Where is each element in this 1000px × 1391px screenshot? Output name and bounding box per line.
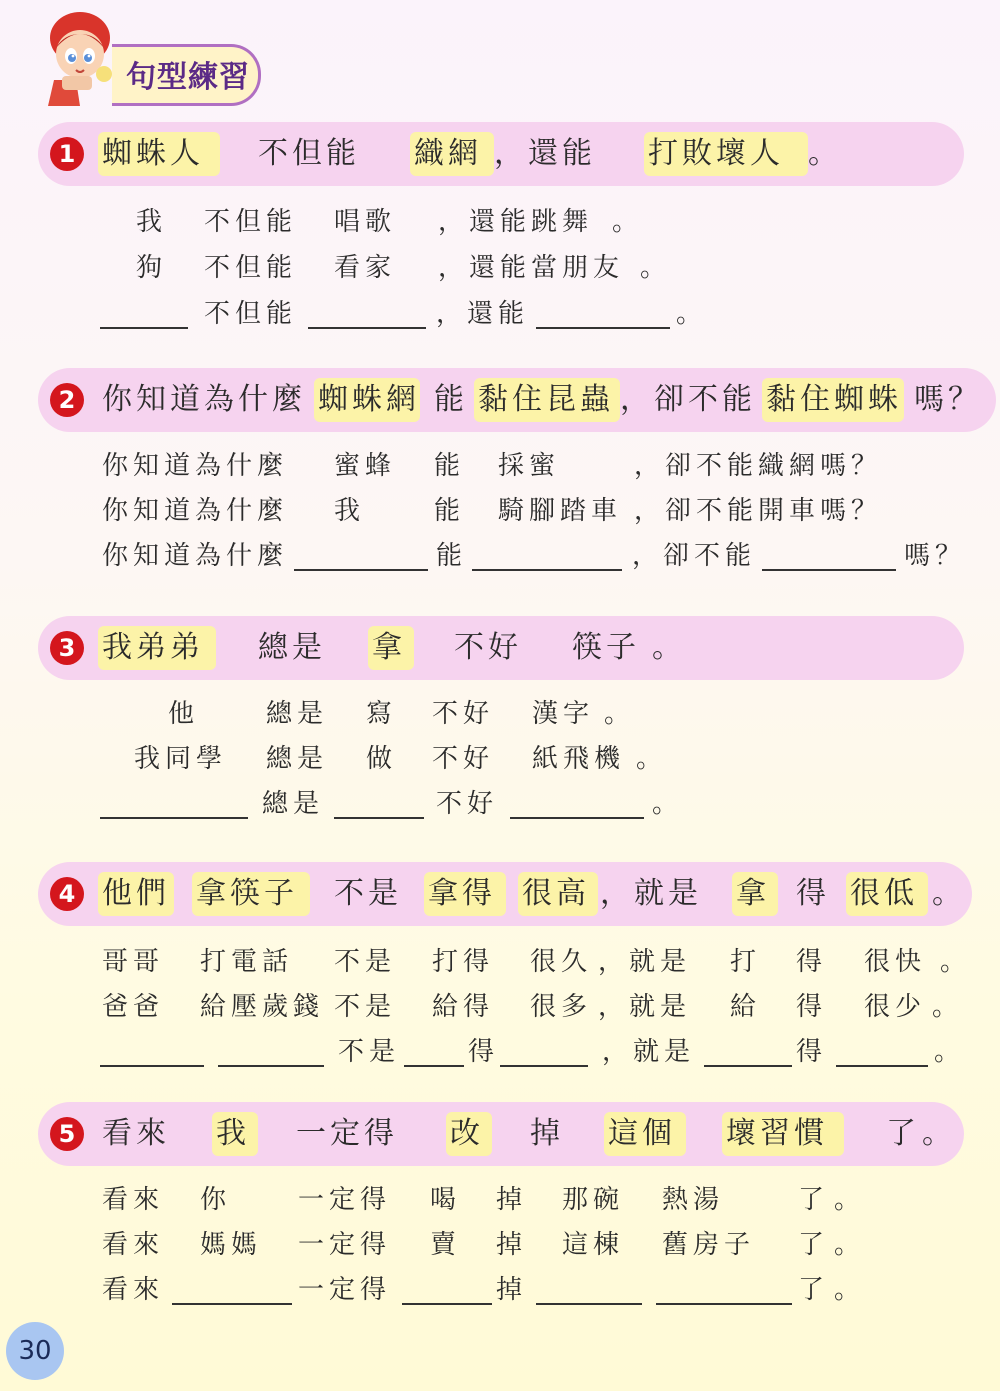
example-word: 一定得 xyxy=(298,1230,392,1260)
section-2-heading-word: 黏住昆蟲 xyxy=(478,382,614,417)
answer-blank[interactable] xyxy=(762,569,896,571)
example-word: ，還能跳舞 xyxy=(438,207,594,237)
practice-word: 能 xyxy=(436,541,468,571)
example-word: 做 xyxy=(366,744,398,774)
answer-blank[interactable] xyxy=(100,817,248,819)
section-2-heading-word: 黏住蜘蛛 xyxy=(766,382,902,417)
example-word: 採蜜 xyxy=(498,451,561,481)
section-5-heading-word: 壞習慣 xyxy=(726,1116,828,1151)
answer-blank[interactable] xyxy=(536,1303,642,1305)
section-2-heading-text: ，卻不能 xyxy=(620,382,756,417)
section-1-heading-subject: 蜘蛛人 xyxy=(102,136,204,171)
answer-blank[interactable] xyxy=(172,1303,292,1305)
section-4-number: 4 xyxy=(50,877,84,911)
example-word: 熱湯 xyxy=(662,1185,725,1215)
example-word: 打 xyxy=(730,947,762,977)
example-word: 你 xyxy=(200,1185,232,1215)
answer-blank[interactable] xyxy=(402,1303,492,1305)
practice-word: 不但能 xyxy=(204,299,298,329)
example-word: 了 xyxy=(798,1230,830,1260)
example-word: 給得 xyxy=(432,992,495,1022)
example-word: 媽媽 xyxy=(200,1230,263,1260)
example-word: 不是 xyxy=(334,947,397,977)
section-5-heading-word: 這個 xyxy=(608,1116,676,1151)
section-4-heading-word: 拿得 xyxy=(428,876,496,911)
example-word: 掉 xyxy=(496,1185,528,1215)
practice-word: ，還能 xyxy=(436,299,530,329)
example-word: 掉 xyxy=(496,1230,528,1260)
section-5-heading-text: 。 xyxy=(922,1116,956,1151)
example-word: 打得 xyxy=(432,947,495,977)
practice-word: 總是 xyxy=(262,789,325,819)
example-word: 總是 xyxy=(266,699,329,729)
practice-word: 不好 xyxy=(436,789,499,819)
example-word: ，卻不能織網嗎？ xyxy=(634,451,883,481)
practice-word: 得 xyxy=(796,1037,828,1067)
example-word: 看家 xyxy=(334,253,397,283)
section-4-heading-text: ，就是 xyxy=(600,876,702,911)
section-3-number: 3 xyxy=(50,631,84,665)
example-word: 我 xyxy=(334,496,366,526)
example-word: 蜜蜂 xyxy=(334,451,397,481)
answer-blank[interactable] xyxy=(836,1065,928,1067)
answer-blank[interactable] xyxy=(656,1303,792,1305)
section-4-heading-word: 很高 xyxy=(522,876,590,911)
example-word: 他 xyxy=(168,699,200,729)
practice-word: 得 xyxy=(468,1037,500,1067)
example-word: 得 xyxy=(796,992,828,1022)
answer-blank[interactable] xyxy=(294,569,428,571)
section-4-heading-word: 很低 xyxy=(850,876,918,911)
answer-blank[interactable] xyxy=(308,327,426,329)
section-1-number: 1 xyxy=(50,137,84,171)
section-1-heading-word: 打敗壞人 xyxy=(648,136,784,171)
example-word: 。 xyxy=(604,699,636,729)
example-word: 給 xyxy=(730,992,762,1022)
practice-word: 了 xyxy=(798,1275,830,1305)
section-1-heading-text: 。 xyxy=(808,136,842,171)
practice-word: 你知道為什麼 xyxy=(102,541,289,571)
answer-blank[interactable] xyxy=(100,327,188,329)
example-word: ，卻不能開車嗎？ xyxy=(634,496,883,526)
example-word: 看來 xyxy=(102,1230,165,1260)
example-word: 賣 xyxy=(430,1230,462,1260)
answer-blank[interactable] xyxy=(218,1065,324,1067)
section-3-heading-text: 。 xyxy=(652,630,686,665)
example-word: 。 xyxy=(940,947,972,977)
section-3-heading-text: 筷子 xyxy=(572,630,640,665)
section-2-heading-word: 蜘蛛網 xyxy=(318,382,420,417)
section-4-heading-text: 不是 xyxy=(334,876,402,911)
practice-word: 一定得 xyxy=(298,1275,392,1305)
example-word: 。 xyxy=(636,744,668,774)
section-5-heading-text: 一定得 xyxy=(296,1116,398,1151)
example-word: 不但能 xyxy=(204,207,298,237)
example-word: 。 xyxy=(612,207,644,237)
section-5-heading-text: 掉 xyxy=(530,1116,564,1151)
page-number: 30 xyxy=(6,1322,64,1380)
example-word: 。 xyxy=(834,1185,866,1215)
section-4-heading-text: 得 xyxy=(796,876,830,911)
section-5-heading-word: 我 xyxy=(216,1116,250,1151)
example-word: 唱歌 xyxy=(334,207,397,237)
section-3-heading-text: 不好 xyxy=(454,630,522,665)
section-5-heading-text: 了 xyxy=(886,1116,920,1151)
practice-word: 掉 xyxy=(496,1275,528,1305)
answer-blank[interactable] xyxy=(500,1065,588,1067)
example-word: 漢字 xyxy=(532,699,595,729)
example-word: 得 xyxy=(796,947,828,977)
section-5-heading-word: 改 xyxy=(450,1116,484,1151)
section-1-heading-text: 不但能 xyxy=(258,136,360,171)
answer-blank[interactable] xyxy=(536,327,670,329)
section-3-heading-subject: 我弟弟 xyxy=(102,630,204,665)
example-word: 不好 xyxy=(432,699,495,729)
section-5-number: 5 xyxy=(50,1117,84,1151)
example-word: 你知道為什麼 xyxy=(102,496,289,526)
practice-word: 。 xyxy=(676,299,708,329)
example-word: 這棟 xyxy=(562,1230,625,1260)
example-word: 能 xyxy=(434,496,466,526)
example-word: 我 xyxy=(136,207,168,237)
section-1-heading-text: ，還能 xyxy=(494,136,596,171)
example-word: 。 xyxy=(640,253,672,283)
example-word: 很久 xyxy=(530,947,593,977)
example-word: ，就是 xyxy=(598,992,692,1022)
example-word: 紙飛機 xyxy=(532,744,626,774)
example-word: 。 xyxy=(932,992,964,1022)
section-3-heading-text: 總是 xyxy=(258,630,326,665)
section-4-heading-text: 。 xyxy=(932,876,966,911)
example-word: 舊房子 xyxy=(662,1230,756,1260)
section-2-heading-text: 能 xyxy=(434,382,468,417)
example-word: 騎腳踏車 xyxy=(498,496,623,526)
practice-word: ，就是 xyxy=(602,1037,696,1067)
example-word: 很快 xyxy=(864,947,927,977)
practice-word: 看來 xyxy=(102,1275,165,1305)
section-4-heading-word: 拿 xyxy=(736,876,770,911)
answer-blank[interactable] xyxy=(704,1065,792,1067)
section-3-heading-word: 拿 xyxy=(372,630,406,665)
example-word: 不但能 xyxy=(204,253,298,283)
example-word: 喝 xyxy=(430,1185,462,1215)
example-word: 不好 xyxy=(432,744,495,774)
practice-word: 嗎？ xyxy=(904,541,967,571)
example-word: 能 xyxy=(434,451,466,481)
example-word: 一定得 xyxy=(298,1185,392,1215)
example-word: 狗 xyxy=(136,253,168,283)
example-word: 總是 xyxy=(266,744,329,774)
example-word: 給壓歲錢 xyxy=(200,992,325,1022)
example-word: 很少 xyxy=(864,992,927,1022)
practice-word: ，卻不能 xyxy=(632,541,757,571)
practice-word: 不是 xyxy=(338,1037,401,1067)
example-word: 了 xyxy=(798,1185,830,1215)
example-word: 寫 xyxy=(366,699,398,729)
page-title: 句型練習 xyxy=(126,60,250,95)
practice-word: 。 xyxy=(834,1275,866,1305)
example-word: 哥哥 xyxy=(102,947,165,977)
answer-blank[interactable] xyxy=(510,817,644,819)
example-word: 爸爸 xyxy=(102,992,165,1022)
answer-blank[interactable] xyxy=(100,1065,204,1067)
practice-word: 。 xyxy=(934,1037,966,1067)
section-2-number: 2 xyxy=(50,383,84,417)
example-word: 看來 xyxy=(102,1185,165,1215)
section-5-heading-text: 看來 xyxy=(102,1116,170,1151)
example-word: 。 xyxy=(834,1230,866,1260)
example-word: 你知道為什麼 xyxy=(102,451,289,481)
section-4-heading-subject: 他們 xyxy=(102,876,170,911)
example-word: 打電話 xyxy=(200,947,294,977)
example-word: 不是 xyxy=(334,992,397,1022)
example-word: ，就是 xyxy=(598,947,692,977)
answer-blank[interactable] xyxy=(404,1065,464,1067)
example-word: 那碗 xyxy=(562,1185,625,1215)
section-4-heading-word: 拿筷子 xyxy=(196,876,298,911)
practice-word: 。 xyxy=(652,789,684,819)
section-2-heading-text: 嗎？ xyxy=(914,382,982,417)
answer-blank[interactable] xyxy=(334,817,424,819)
section-2-heading-text: 你知道為什麼 xyxy=(102,382,306,417)
section-1-heading-word: 織網 xyxy=(414,136,482,171)
example-word: 我同學 xyxy=(134,744,228,774)
example-word: ，還能當朋友 xyxy=(438,253,625,283)
answer-blank[interactable] xyxy=(472,569,622,571)
example-word: 很多 xyxy=(530,992,593,1022)
